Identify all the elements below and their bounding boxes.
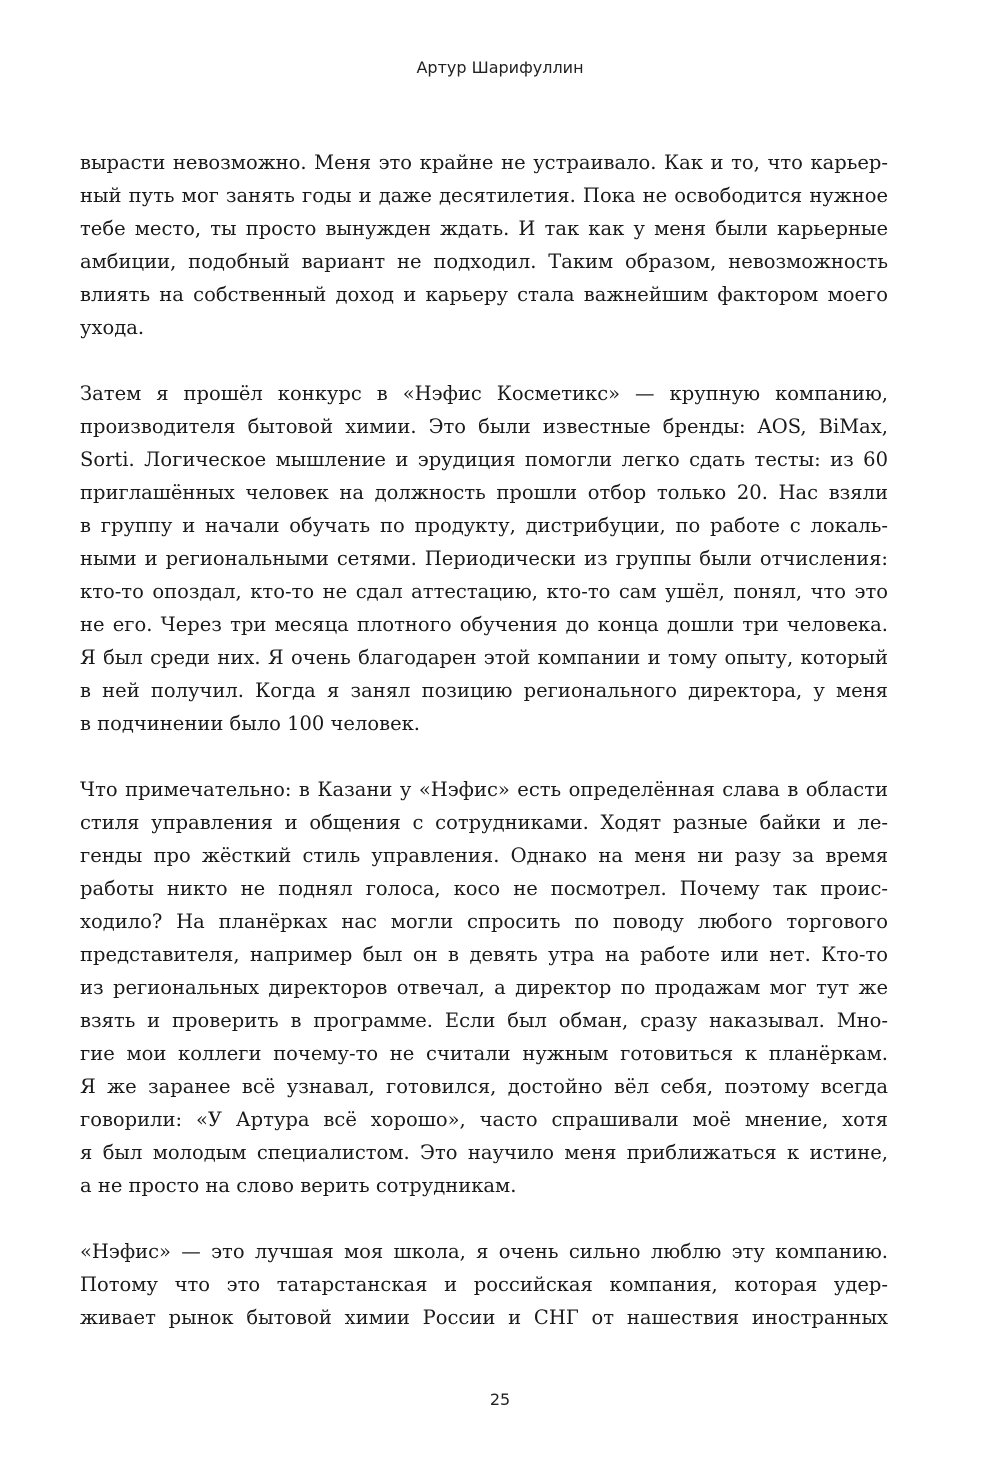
text-line: стиля управления и общения с сотрудниками. Ходят разные байки и ле- [80,811,888,834]
text-line: ными и региональными сетями. Периодически из группы были отчисления: [80,547,888,570]
text-line: влиять на собственный доход и карьеру стала важнейшим фактором моего [80,283,888,306]
paragraph [80,773,888,1202]
text-line: Я же заранее всё узнавал, готовился, достойно вёл себя, поэтому всегда [80,1075,888,1098]
paragraph [80,1235,888,1334]
paragraph [80,146,888,344]
text-line: амбиции, подобный вариант не подходил. Таким образом, невозможность [80,250,888,273]
text-line: Затем я прошёл конкурс в «Нэфис Косметикс» — крупную компанию, [80,382,888,405]
text-line: тебе место, ты просто вынужден ждать. И так как у меня были карьерные [80,217,888,240]
text-line: не его. Через три месяца плотного обучения до конца дошли три человека. [80,613,888,636]
text-line: в ней получил. Когда я занял позицию регионального директора, у меня [80,679,888,702]
text-line: работы никто не поднял голоса, косо не посмотрел. Почему так проис- [80,877,888,900]
text-line: вырасти невозможно. Меня это крайне не устраивало. Как и то, что карьер- [80,151,888,174]
text-line: «Нэфис» — это лучшая моя школа, я очень сильно люблю эту компанию. [80,1240,888,1263]
text-line: ный путь мог занять годы и даже десятилетия. Пока не освободится нужное [80,184,888,207]
text-line: взять и проверить в программе. Если был обман, сразу наказывал. Мно- [80,1009,888,1032]
text-line: генды про жёсткий стиль управления. Однако на меня ни разу за время [80,844,888,867]
text-line: а не просто на слово верить сотрудникам. [80,1174,517,1197]
text-line: ухода. [80,316,145,339]
page-body [80,146,888,1367]
text-line: в подчинении было 100 человек. [80,712,421,735]
text-line: я был молодым специалистом. Это научило меня приближаться к истине, [80,1141,888,1164]
text-line: гие мои коллеги почему-то не считали нужным готовиться к планёркам. [80,1042,888,1065]
page-number: 25 [489,1390,511,1409]
text-line: живает рынок бытовой химии России и СНГ от нашествия иностранных [80,1306,888,1329]
text-line: представителя, например был он в девять утра на работе или нет. Кто-то [80,943,888,966]
text-line: производителя бытовой химии. Это были известные бренды: AOS, BiMax, [80,415,888,438]
text-line: ходило? На планёрках нас могли спросить по поводу любого торгового [80,910,888,933]
text-line: из региональных директоров отвечал, а директор по продажам мог тут же [80,976,888,999]
text-line: кто-то опоздал, кто-то не сдал аттестацию, кто-то сам ушёл, понял, что это [80,580,888,603]
text-line: Потому что это татарстанская и российская компания, которая удер- [80,1273,888,1296]
text-line: приглашённых человек на должность прошли отбор только 20. Нас взяли [80,481,888,504]
running-header: Артур Шарифуллин [416,58,584,77]
text-line: в группу и начали обучать по продукту, дистрибуции, по работе с локаль- [80,514,888,537]
paragraph [80,377,888,740]
text-line: Что примечательно: в Казани у «Нэфис» есть определённая слава в области [80,778,888,801]
text-line: Sorti. Логическое мышление и эрудиция помогли легко сдать тесты: из 60 [80,448,888,471]
text-line: Я был среди них. Я очень благодарен этой компании и тому опыту, который [80,646,888,669]
text-line: говорили: «У Артура всё хорошо», часто спрашивали моё мнение, хотя [80,1108,888,1131]
